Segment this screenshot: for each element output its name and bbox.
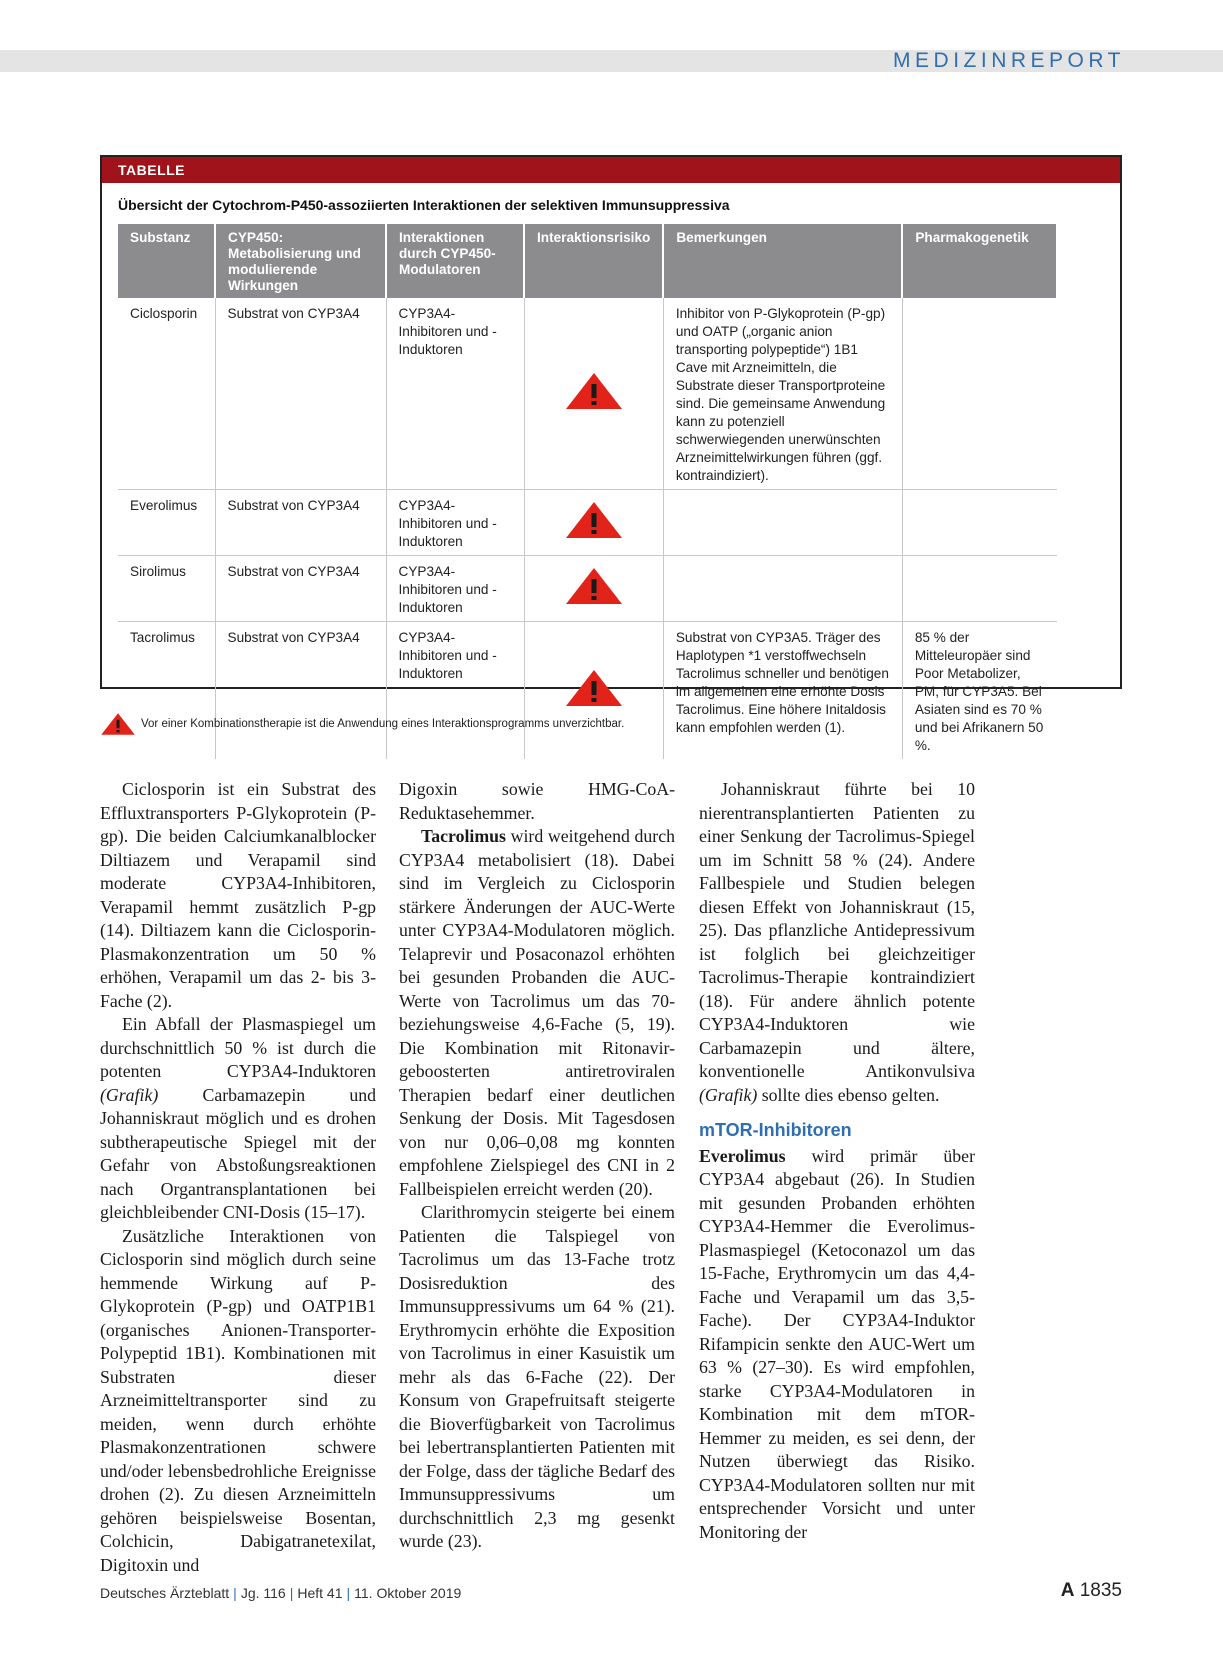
substance-cell: Everolimus <box>118 490 215 556</box>
paragraph: Zusätzliche Interaktionen von Ciclosporin sind möglich durch seine hemmende Wirkung auf P-Glykoprotein (P-gp) und OATP1B1 (organisches Anionen-Transporter-Polypeptid 1B1). Kombinationen mit Substraten dieser Arzneimitteltransporter sind zu meiden, wenn durch erhöhte Plasmakonzentrationen schwere und/oder lebensbedrohliche Ereignisse drohen (2). Zu diesen Arzneimitteln gehören beispielsweise Bosentan, Colchicin, Dabigatranetexilat, Digitoxin und <box>100 1225 376 1575</box>
warning-triangle-icon <box>564 566 624 606</box>
table-header-row <box>118 224 1057 298</box>
substance-cell: Ciclosporin <box>118 298 215 490</box>
page-number: A 1835 <box>1060 1580 1122 1601</box>
section-label: MEDIZINREPORT <box>893 49 1125 72</box>
warning-triangle-icon <box>564 668 624 708</box>
paragraph: Everolimus wird primär über CYP3A4 abgebaut (26). In Studien mit gesunden Probanden erhöhten CYP3A4-Hemmer die Everolimus-Plasmaspiegel (Ketoconazol um das 15-Fache, Erythromycin um das 4,4-Fache und Verapamil um das 3,5-Fache). Der CYP3A4-Induktor Rifampicin senkte den AUC-Wert um 63 % (27–30). Es wird empfohlen, starke CYP3A4-Modulatoren in Kombination mit dem mTOR-Hemmer zu meiden, es sei denn, der Nutzen überwiegt das Risiko. CYP3A4-Modulatoren sollten nur mit entsprechender Vorsicht und unter Monitoring der <box>699 1145 975 1542</box>
interactions-cell: CYP3A4-Inhibitoren und -Induktoren <box>386 490 524 556</box>
table-row <box>118 490 1057 556</box>
table-title: Übersicht der Cytochrom-P450-assoziierten Interaktionen der selektiven Immunsuppressiva <box>118 197 730 213</box>
paragraph: Johanniskraut führte bei 10 nierentransplantierten Patienten zu einer Senkung der Tacrolimus-Spiegel um im Schnitt 58 % (24). Andere Fallbespiele und Studien belegen diesen Effekt von Johanniskraut (15, 25). Das pflanzliche Antidepressivum ist folglich bei gleichzeitiger Tacrolimus-Therapie kontraindiziert (18). Für andere ähnlich potente CYP3A4-Induktoren wie Carbamazepin und ältere, konventionelle Antikonvulsiva (Grafik) sollte dies ebenso gelten. <box>699 779 975 1105</box>
column-header: CYP450: Metabolisierung und modulierende Wirkungen <box>215 224 386 298</box>
remarks-cell <box>663 556 902 622</box>
warning-triangle-icon <box>564 371 624 411</box>
warning-triangle-icon <box>564 500 624 540</box>
footer-citation: Deutsches Ärzteblatt | Jg. 116 | Heft 41 | 11. Oktober 2019 <box>100 1585 462 1601</box>
article-column-1 <box>100 778 376 1577</box>
paragraph: Tacrolimus wird weitgehend durch CYP3A4 metabolisiert (18). Dabei sind im Vergleich zu Ciclosporin stärkere Änderungen der AUC-Werte unter CYP3A4-Modulatoren möglich. Telaprevir und Posaconazol erhöhten bei gesunden Probanden die AUC-Werte von Tacrolimus um das 70- beziehungsweise 4,6-Fache (5, 19). Die Kombination mit Ritonavir-geboosterten antiretroviralen Therapien bedarf einer deutlichen Senkung der Dosis. Mit Tagesdosen von nur 0,06–0,08 mg konnten empfohlene Zielspiegel des CNI in 2 Fallbeispielen erreicht werden (20). <box>399 826 675 1199</box>
interaction-table <box>118 224 1058 759</box>
table-row <box>118 556 1057 622</box>
risk-cell <box>524 298 663 490</box>
column-header: Substanz <box>118 224 215 298</box>
column-header: Interaktionen durch CYP450-Modulatoren <box>386 224 524 298</box>
interactions-cell: CYP3A4-Inhibitoren und -Induktoren <box>386 298 524 490</box>
interactions-cell: CYP3A4-Inhibitoren und -Induktoren <box>386 556 524 622</box>
table-row <box>118 622 1057 760</box>
remarks-cell: Inhibitor von P-Glykoprotein (P-gp) und OATP („organic anion transporting polypeptide“) 1B1 Cave mit Arzneimitteln, die Substrate dieser Transportproteine sind. Die gemeinsame Anwendung kann zu potenziell schwerwiegenden unerwünschten Arzneimittelwirkungen führen (ggf. kontraindiziert). <box>663 298 902 490</box>
pharmacogenetics-cell <box>902 490 1057 556</box>
article-column-2 <box>399 778 675 1554</box>
column-header: Bemerkungen <box>663 224 902 298</box>
date: 11. Oktober 2019 <box>354 1585 462 1601</box>
table-label: TABELLE <box>102 157 1120 183</box>
pharmacogenetics-cell <box>902 556 1057 622</box>
section-heading: mTOR-Inhibitoren <box>699 1120 852 1140</box>
risk-cell <box>524 556 663 622</box>
cyp-cell: Substrat von CYP3A4 <box>215 622 386 760</box>
paragraph: Ciclosporin ist ein Substrat des Effluxtransporters P-Glykoprotein (P-gp). Die beiden Calciumkanalblocker Diltiazem und Verapamil sind moderate CYP3A4-Inhibitoren, Verapamil hemmt zusätzlich P-gp (14). Diltiazem kann die Ciclosporin-Plasmakonzentration um 50 % erhöhen, Verapamil um das 2- bis 3-Fache (2). <box>100 779 376 1011</box>
risk-cell <box>524 622 663 760</box>
issue: Heft 41 <box>297 1585 343 1601</box>
cyp-cell: Substrat von CYP3A4 <box>215 298 386 490</box>
pharmacogenetics-cell <box>902 298 1057 490</box>
remarks-cell <box>663 490 902 556</box>
article-column-3 <box>699 778 975 1544</box>
journal-name: Deutsches Ärzteblatt <box>100 1585 230 1601</box>
pharmacogenetics-cell: 85 % der Mitteleuropäer sind Poor Metabolizer, PM, für CYP3A5. Bei Asiaten sind es 70 % und bei Afrikanern 50 %. <box>914 630 1044 753</box>
substance-cell: Sirolimus <box>118 556 215 622</box>
column-header: Interaktionsrisiko <box>524 224 663 298</box>
substance-cell: Tacrolimus <box>118 622 215 760</box>
table-row <box>118 298 1057 490</box>
cyp-cell: Substrat von CYP3A4 <box>215 490 386 556</box>
cyp-cell: Substrat von CYP3A4 <box>215 556 386 622</box>
paragraph: Clarithromycin steigerte bei einem Patienten die Talspiegel von Tacrolimus um das 13-Fache trotz Dosisreduktion des Immunsuppressivums um 64 % (21). Erythromycin erhöhte die Exposition von Tacrolimus in einer Kasuistik um mehr als das 6-Fache (22). Der Konsum von Grapefruitsaft steigerte die Bioverfügbarkeit von Tacrolimus bei lebertransplantierten Patienten mit der Folge, dass der tägliche Bedarf des Immunsuppressivums um durchschnittlich 2,3 mg gesenkt wurde (23). <box>399 1202 676 1551</box>
paragraph: Digoxin sowie HMG-CoA-Reduktasehemmer. <box>399 779 675 823</box>
legend-text: Vor einer Kombinationstherapie ist die Anwendung eines Interaktionsprogramms unverzichtbar. <box>141 718 625 730</box>
interactions-cell: CYP3A4-Inhibitoren und -Induktoren <box>386 622 524 760</box>
volume: Jg. 116 <box>240 1585 286 1601</box>
column-header: Pharmakogenetik <box>902 224 1057 298</box>
risk-cell <box>524 490 663 556</box>
table-legend <box>100 712 624 736</box>
remarks-cell: Substrat von CYP3A5. Träger des Haplotypen *1 verstoffwechseln Tacrolimus schneller und benötigen im allgemeinen eine erhöhte Dosis Tacrolimus. Eine höhere Initaldosis kann empfohlen werden (1). <box>663 622 902 760</box>
paragraph: Ein Abfall der Plasmaspiegel um durchschnittlich 50 % ist durch die potenten CYP3A4-Induktoren (Grafik) Carbamazepin und Johanniskraut möglich und es drohen subtherapeutische Spiegel mit der Gefahr von Abstoßungsreaktionen nach Organtransplantationen bei gleichbleibender CNI-Dosis (15–17). <box>100 1014 376 1222</box>
warning-triangle-icon <box>100 712 136 736</box>
